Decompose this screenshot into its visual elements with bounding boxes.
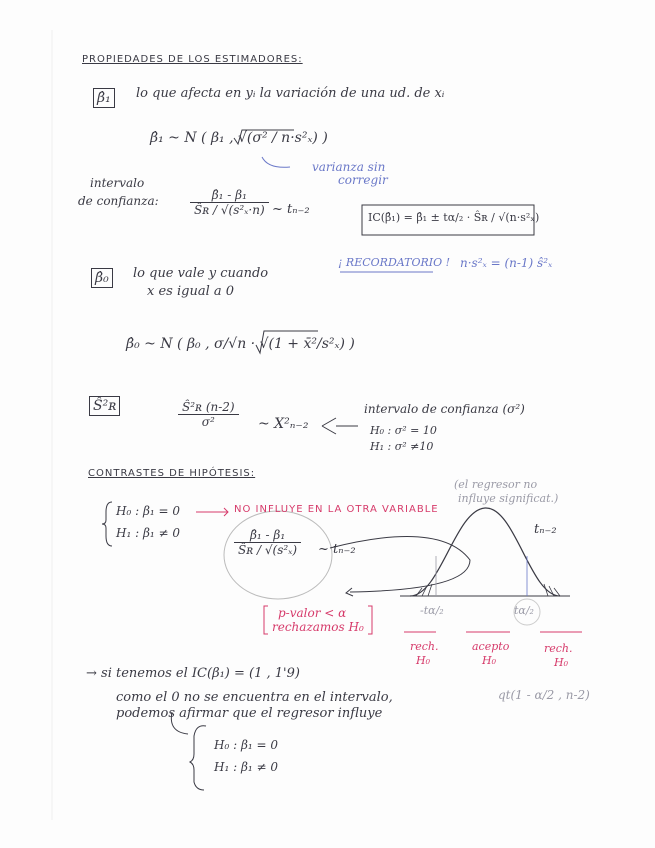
ci-label-line2: de confianza: (78, 194, 159, 208)
ci-pivot-num: β̂₁ - β₁ (190, 188, 269, 203)
pvalue-line1: p-valor < α (278, 606, 347, 620)
accept-2: H₀ (482, 654, 497, 667)
pos-t-label: tα/₂ (514, 604, 534, 617)
ci-pivot-den: Ŝʀ / √(s²ₓ·n) (194, 203, 265, 217)
hypothesis-h0: H₀ : β₁ = 0 (116, 504, 181, 518)
example-line2: como el 0 no se encuentra en el intervalo, (116, 690, 393, 705)
sr2-h0: H₀ : σ² = 10 (370, 424, 437, 437)
hypothesis-pivot (234, 528, 301, 557)
pvalue-line2: rechazamos H₀ (272, 620, 364, 634)
reject-right-2: H₀ (554, 656, 569, 669)
sr2-symbol: Ŝ²ʀ (89, 396, 120, 416)
beta0-distribution: β̂₀ ~ N ( β₀ , σ/√n · √(1 + x̄²/s²ₓ) ) (126, 336, 355, 352)
beta1-note-line1: varianza sin (312, 160, 386, 174)
hypothesis-pivot-dist: ~ tₙ₋₂ (318, 542, 356, 557)
accept-1: acepto (472, 640, 510, 653)
reject-right-1: rech. (544, 642, 573, 655)
note-arrow (262, 157, 290, 167)
reminder-formula: n·s²ₓ = (n-1) ŝ²ₓ (460, 256, 553, 270)
ci-formula: IC(β̂₁) = β̂₁ ± tα/₂ · Ŝʀ / √(n·s²ₓ) (368, 211, 540, 224)
example-line1: → si tenemos el IC(β₁) = (1 , 1'9) (86, 666, 300, 681)
sr2-h1: H₁ : σ² ≠10 (370, 440, 434, 453)
hypothesis-pivot-num: β̂₁ - β₁ (234, 528, 301, 543)
sr2-arrow (322, 418, 358, 434)
sr2-pivot-den: σ² (201, 415, 215, 429)
sr2-ci-label: intervalo de confianza (σ²) (364, 402, 525, 416)
reject-left-2: H₀ (416, 654, 431, 667)
ci-label-line1: intervalo (90, 176, 145, 190)
no-influence-label: NO INFLUYE EN LA OTRA VARIABLE (234, 504, 439, 515)
ci-pivot-dist: ~ tₙ₋₂ (272, 202, 310, 217)
beta1-symbol: β̂₁ (93, 88, 115, 108)
beta1-description: lo que afecta en yᵢ la variación de una ud. de xᵢ (136, 86, 445, 101)
curve-label: tₙ₋₂ (534, 522, 557, 537)
reminder-label: ¡ RECORDATORIO ! (338, 256, 451, 269)
sr2-pivot (178, 400, 239, 429)
hypothesis-h1: H₁ : β₁ ≠ 0 (116, 526, 181, 540)
hypothesis-pivot-den: Ŝʀ / √(s²ₓ) (238, 543, 298, 557)
page-title: PROPIEDADES DE LOS ESTIMADORES: (82, 54, 303, 65)
ci-pivot (190, 188, 269, 217)
gray-note-line1: (el regresor no (454, 478, 538, 491)
beta1-distribution: β̂₁ ~ N ( β₁ , √(σ² / n·s²ₓ) ) (150, 130, 328, 146)
example-line3: podemos afirmar que el regresor influye (116, 706, 383, 721)
reject-left-1: rech. (410, 640, 439, 653)
qt-formula: qt(1 - α/2 , n-2) (498, 688, 590, 702)
beta0-symbol: β̂₀ (91, 268, 113, 288)
example-h1: H₁ : β₁ ≠ 0 (214, 760, 279, 774)
sr2-pivot-dist: ~ X²ₙ₋₂ (258, 416, 309, 432)
gray-note-line2: influye significat.) (458, 492, 559, 505)
hypothesis-title: CONTRASTES DE HIPÓTESIS: (88, 468, 256, 479)
example-brace (190, 726, 206, 790)
neg-t-label: -tα/₂ (420, 604, 444, 617)
sr2-pivot-num: Ŝ²ʀ (n-2) (178, 400, 239, 415)
beta0-description-line1: lo que vale y cuando (133, 266, 269, 281)
beta0-description-line2: x es igual a 0 (147, 284, 235, 299)
beta1-note-line2: corregir (338, 173, 388, 187)
brace (102, 502, 112, 546)
example-h0: H₀ : β₁ = 0 (214, 738, 279, 752)
